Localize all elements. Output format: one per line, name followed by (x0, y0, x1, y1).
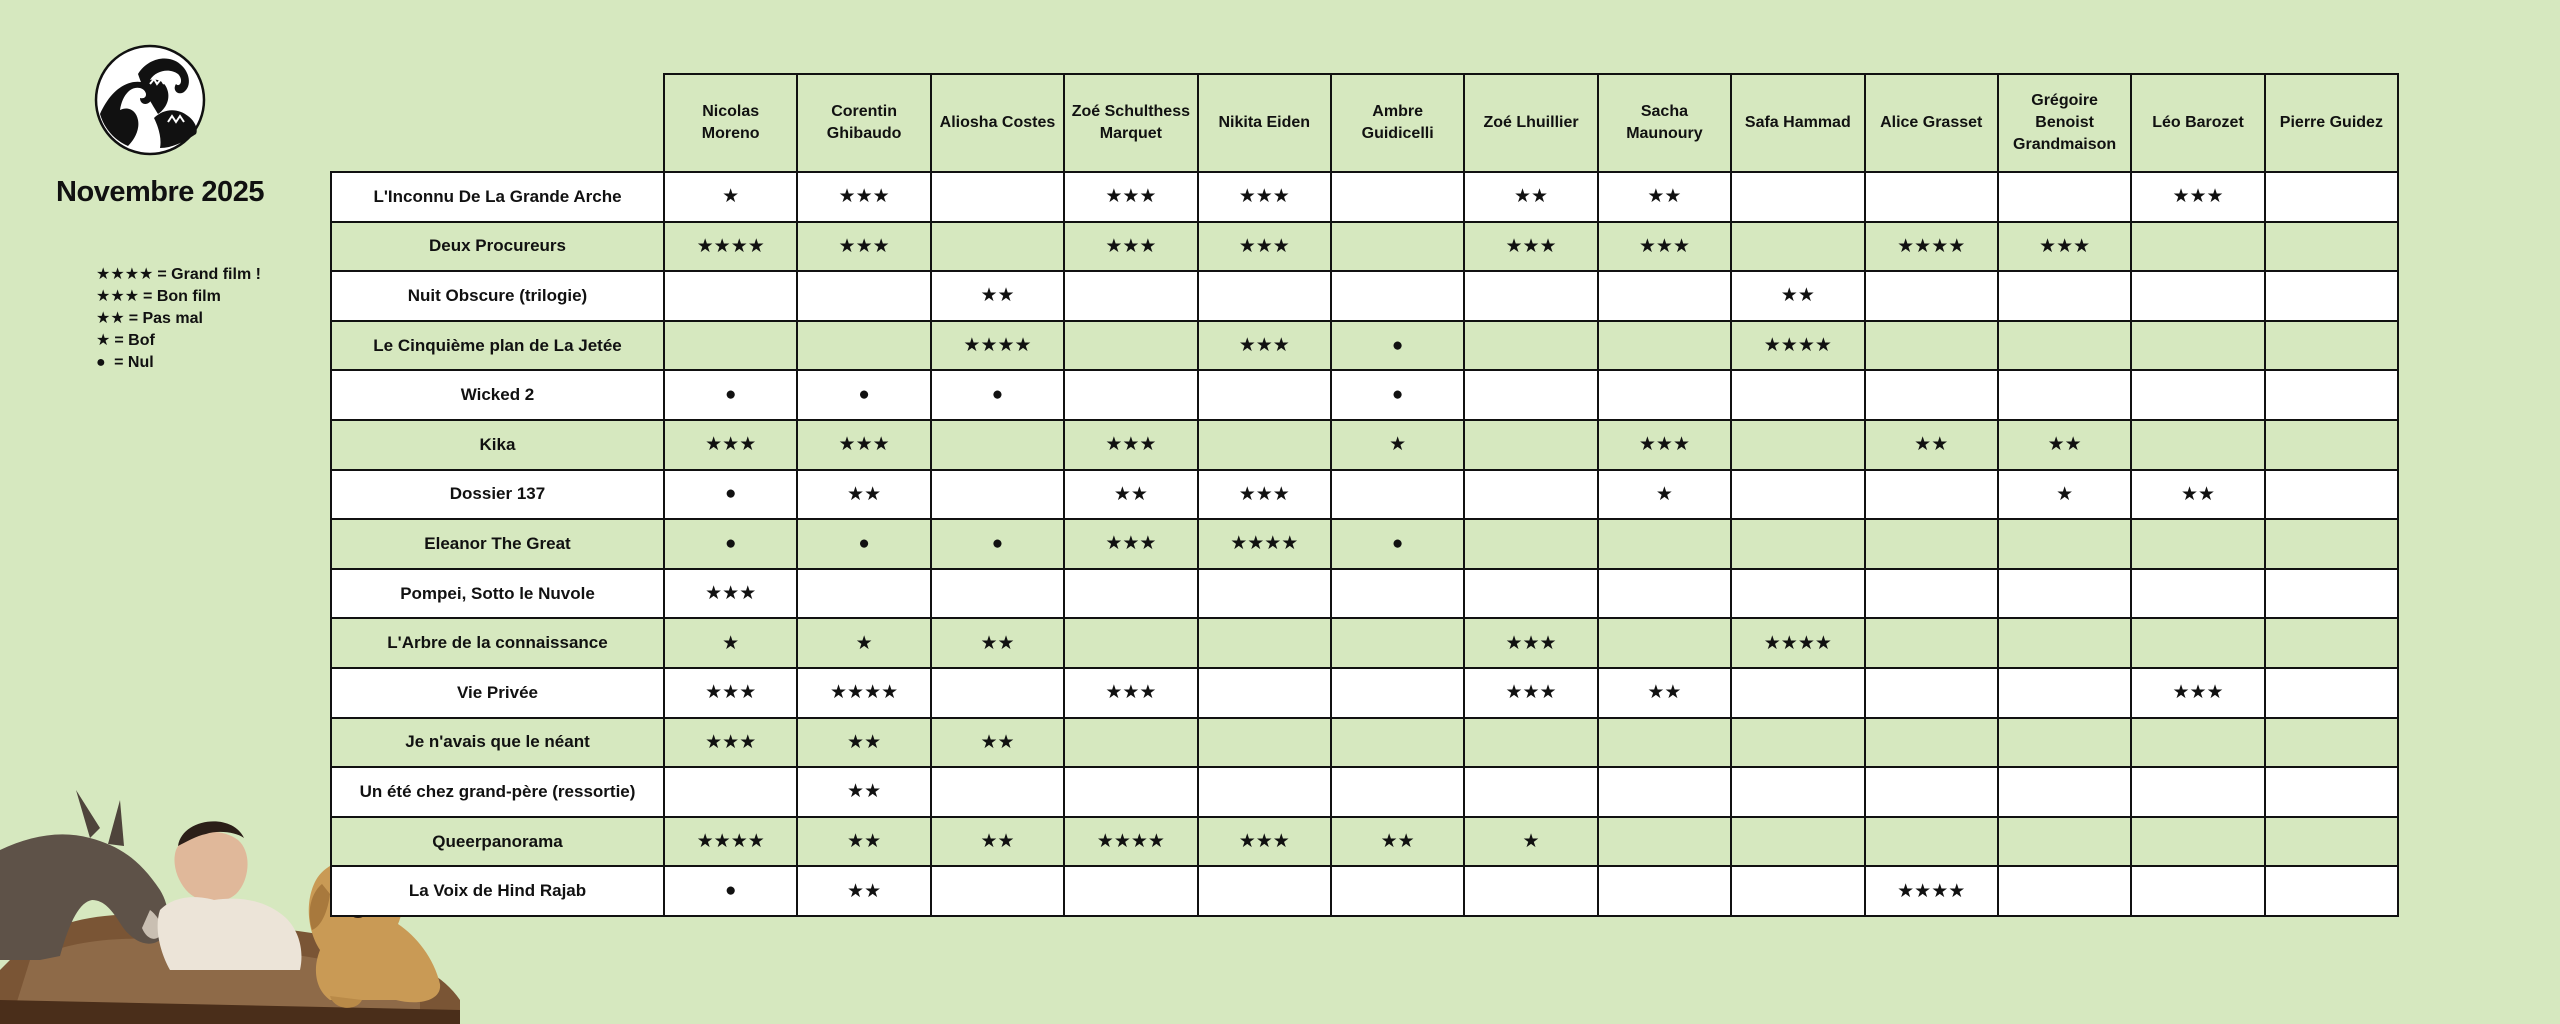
critic-header (2131, 74, 2264, 172)
rating-cell: ★★ (797, 866, 930, 916)
rating-cell: ★★★★ (664, 222, 797, 272)
rating-cell (2265, 668, 2398, 718)
rating-cell: ★★ (1331, 817, 1464, 867)
rating-cell: ★★★★ (1198, 519, 1331, 569)
rating-cell: ★★ (1064, 470, 1197, 520)
table-row (331, 767, 2398, 817)
legend-item (96, 352, 261, 374)
rating-cell (1198, 668, 1331, 718)
legend-item (96, 308, 261, 330)
rating-cell (1998, 519, 2131, 569)
rating-cell (1998, 271, 2131, 321)
rating-cell (1064, 866, 1197, 916)
legend-symbol: ● (96, 354, 106, 371)
rating-cell (1731, 222, 1864, 272)
rating-cell: ● (1331, 321, 1464, 371)
rating-cell: ★★★ (1464, 618, 1597, 668)
legend-symbol: ★★★★ (96, 266, 154, 283)
rating-cell (1331, 271, 1464, 321)
rating-cell: ★★★ (664, 569, 797, 619)
legend-label: = Grand film ! (157, 266, 261, 283)
table-row (331, 420, 2398, 470)
critic-name-line: Nicolas (702, 103, 760, 120)
critic-name-line: Safa Hammad (1744, 114, 1851, 131)
table-row (331, 172, 2398, 222)
rating-cell (2265, 470, 2398, 520)
film-title: Vie Privée (331, 668, 664, 718)
table-row (331, 321, 2398, 371)
rating-cell (1464, 718, 1597, 768)
rating-cell: ★★ (1865, 420, 1998, 470)
rating-cell (2265, 618, 2398, 668)
rating-cell (1331, 718, 1464, 768)
rating-cell: ★★ (931, 718, 1064, 768)
rating-cell (797, 271, 930, 321)
rating-cell (2131, 370, 2264, 420)
critic-name-line: Grégoire (2031, 92, 2098, 109)
rating-cell (1198, 271, 1331, 321)
film-title: Wicked 2 (331, 370, 664, 420)
rating-cell (1464, 370, 1597, 420)
rating-cell (1464, 271, 1597, 321)
rating-cell (1731, 569, 1864, 619)
rating-cell: ● (931, 370, 1064, 420)
rating-cell (1865, 172, 1998, 222)
rating-cell: ★★ (797, 470, 930, 520)
rating-cell: ★★★ (797, 420, 930, 470)
rating-cell: ★★★★ (931, 321, 1064, 371)
critic-name-line: Ambre (1372, 103, 1423, 120)
rating-cell (2131, 569, 2264, 619)
critic-header (1865, 74, 1998, 172)
rating-cell: ★★★ (1998, 222, 2131, 272)
rating-cell: ● (797, 370, 930, 420)
film-title: L'Inconnu De La Grande Arche (331, 172, 664, 222)
rating-cell: ★★★★ (1865, 866, 1998, 916)
critic-header (1064, 74, 1197, 172)
rating-cell (931, 767, 1064, 817)
rating-cell (1331, 767, 1464, 817)
rating-cell (1598, 866, 1731, 916)
rating-cell (1865, 271, 1998, 321)
film-title: Je n'avais que le néant (331, 718, 664, 768)
rating-cell (1865, 718, 1998, 768)
rating-cell: ★★★ (1064, 519, 1197, 569)
table-row (331, 569, 2398, 619)
rating-cell (931, 569, 1064, 619)
rating-cell (1998, 866, 2131, 916)
rating-cell: ★★★ (1198, 470, 1331, 520)
table-row (331, 618, 2398, 668)
rating-cell (664, 321, 797, 371)
rating-cell (1464, 767, 1597, 817)
film-title: L'Arbre de la connaissance (331, 618, 664, 668)
critic-name-line: Zoé Schulthess (1071, 103, 1190, 120)
rating-cell: ● (1331, 370, 1464, 420)
rating-cell (1198, 618, 1331, 668)
rating-cell (1598, 618, 1731, 668)
rating-cell (1198, 370, 1331, 420)
rating-cell (2131, 718, 2264, 768)
rating-cell: ★★★ (1064, 222, 1197, 272)
rating-cell (1331, 569, 1464, 619)
rating-cell: ★ (1464, 817, 1597, 867)
legend-symbol: ★★★ (96, 288, 140, 305)
rating-cell (664, 271, 797, 321)
rating-cell (1998, 668, 2131, 718)
rating-cell (1331, 866, 1464, 916)
legend-label: = Bon film (143, 288, 221, 305)
critic-name-line: Benoist (2035, 114, 2094, 131)
rating-cell (1198, 420, 1331, 470)
rating-cell (2131, 222, 2264, 272)
rating-cell: ● (664, 519, 797, 569)
rating-cell (2131, 271, 2264, 321)
rating-cell: ★ (1998, 470, 2131, 520)
table-row (331, 519, 2398, 569)
rating-cell: ★★ (931, 817, 1064, 867)
rating-cell: ★★★ (1198, 222, 1331, 272)
film-title: Nuit Obscure (trilogie) (331, 271, 664, 321)
rating-cell (2265, 420, 2398, 470)
rating-cell (1331, 470, 1464, 520)
critic-header (931, 74, 1064, 172)
critic-name-line: Nikita Eiden (1218, 114, 1311, 131)
critic-name-line: Aliosha Costes (939, 114, 1056, 131)
rating-cell (1198, 866, 1331, 916)
rating-cell: ★★★ (1464, 222, 1597, 272)
rating-cell: ★★★★ (664, 817, 797, 867)
rating-cell (2265, 271, 2398, 321)
critic-name-line: Guidicelli (1361, 125, 1434, 142)
legend-label: = Pas mal (128, 310, 203, 327)
rating-cell (1865, 569, 1998, 619)
rating-cell (1598, 271, 1731, 321)
legend-item (96, 330, 261, 352)
rating-cell: ★★★★ (1731, 618, 1864, 668)
rating-cell (931, 222, 1064, 272)
film-title: Queerpanorama (331, 817, 664, 867)
rating-cell: ● (664, 470, 797, 520)
rating-cell: ★★★ (1064, 668, 1197, 718)
rating-cell (2265, 321, 2398, 371)
rating-cell (2131, 866, 2264, 916)
page-title: Novembre 2025 (56, 176, 264, 208)
critic-header (1998, 74, 2131, 172)
critic-name-line: Ghibaudo (826, 125, 902, 142)
film-title: Pompei, Sotto le Nuvole (331, 569, 664, 619)
rating-cell: ★★★ (797, 222, 930, 272)
rating-cell (1998, 172, 2131, 222)
critic-name-line: Pierre Guidez (2279, 114, 2383, 131)
rating-cell: ★★ (2131, 470, 2264, 520)
critic-name-line: Sacha (1640, 103, 1688, 120)
rating-cell (1998, 817, 2131, 867)
rating-cell: ★★★ (2131, 668, 2264, 718)
rating-cell (1064, 767, 1197, 817)
rating-cell (1198, 569, 1331, 619)
rating-cell (1464, 321, 1597, 371)
rating-cell (1865, 817, 1998, 867)
film-title: Dossier 137 (331, 470, 664, 520)
rating-cell (1998, 618, 2131, 668)
rating-cell (1464, 519, 1597, 569)
rating-cell (1331, 172, 1464, 222)
rating-cell (931, 668, 1064, 718)
rating-cell (1598, 569, 1731, 619)
legend-item (96, 286, 261, 308)
rating-cell (1464, 470, 1597, 520)
rating-cell (1998, 321, 2131, 371)
film-title: Eleanor The Great (331, 519, 664, 569)
table-row (331, 866, 2398, 916)
rating-cell (931, 470, 1064, 520)
rating-cell: ★★★ (664, 420, 797, 470)
rating-cell (2265, 569, 2398, 619)
rating-cell (1198, 767, 1331, 817)
rating-cell (664, 767, 797, 817)
legend-symbol: ★ (96, 332, 111, 349)
rating-cell: ★★ (797, 767, 930, 817)
legend-symbol: ★★ (96, 310, 125, 327)
rating-cell: ★★★ (1198, 172, 1331, 222)
rating-cell (1064, 618, 1197, 668)
rating-cell (1331, 668, 1464, 718)
table-row (331, 817, 2398, 867)
rating-cell: ★★ (1598, 172, 1731, 222)
rating-cell (1064, 569, 1197, 619)
rating-cell (1464, 866, 1597, 916)
critic-header-row (331, 74, 2398, 172)
critic-name-line: Alice Grasset (1880, 114, 1983, 131)
rating-cell: ★ (664, 172, 797, 222)
rating-cell (2131, 767, 2264, 817)
rating-cell (1731, 767, 1864, 817)
rating-cell (1731, 718, 1864, 768)
rating-legend (96, 264, 261, 374)
rating-cell: ★★ (931, 618, 1064, 668)
rating-cell: ● (797, 519, 930, 569)
critic-header (1198, 74, 1331, 172)
rating-cell (1865, 618, 1998, 668)
rating-cell: ★ (1598, 470, 1731, 520)
legend-label: = Nul (109, 354, 154, 371)
rating-cell (2265, 370, 2398, 420)
rating-cell (1865, 370, 1998, 420)
rating-cell: ● (664, 370, 797, 420)
rating-cell (2265, 519, 2398, 569)
table-row (331, 668, 2398, 718)
rating-cell (1731, 172, 1864, 222)
film-title: Kika (331, 420, 664, 470)
rating-cell (1064, 718, 1197, 768)
rating-cell: ★★ (797, 718, 930, 768)
critic-header (797, 74, 930, 172)
rating-cell: ★★★ (1064, 420, 1197, 470)
rating-cell (1865, 470, 1998, 520)
rating-cell (1865, 321, 1998, 371)
rating-cell (1598, 321, 1731, 371)
rating-cell (2265, 817, 2398, 867)
rating-cell (1598, 370, 1731, 420)
rating-cell (797, 569, 930, 619)
rating-cell: ★★★ (1464, 668, 1597, 718)
rating-cell (1731, 668, 1864, 718)
rating-cell (1731, 470, 1864, 520)
wave-logo-icon (94, 44, 206, 156)
rating-cell: ● (931, 519, 1064, 569)
rating-cell (1998, 767, 2131, 817)
rating-cell (2265, 866, 2398, 916)
rating-cell: ★★★ (1198, 817, 1331, 867)
critic-name-line: Zoé Lhuillier (1483, 114, 1579, 131)
rating-cell: ★★★ (1198, 321, 1331, 371)
rating-cell: ★★★★ (1731, 321, 1864, 371)
rating-cell (1198, 718, 1331, 768)
rating-cell (1731, 420, 1864, 470)
film-title: La Voix de Hind Rajab (331, 866, 664, 916)
table-row (331, 718, 2398, 768)
rating-cell (1331, 618, 1464, 668)
rating-cell: ★★★★ (1865, 222, 1998, 272)
rating-cell (1464, 569, 1597, 619)
rating-cell (1598, 817, 1731, 867)
table-row (331, 222, 2398, 272)
film-title: Un été chez grand-père (ressortie) (331, 767, 664, 817)
rating-cell (1064, 321, 1197, 371)
critic-header (1731, 74, 1864, 172)
critic-header (1331, 74, 1464, 172)
rating-cell (1731, 519, 1864, 569)
rating-cell: ★★ (1464, 172, 1597, 222)
rating-cell (1598, 519, 1731, 569)
table-row (331, 470, 2398, 520)
rating-cell: ★★ (1731, 271, 1864, 321)
rating-cell (1998, 370, 2131, 420)
critic-name-line: Grandmaison (2013, 136, 2117, 153)
rating-cell: ★ (797, 618, 930, 668)
film-title: Deux Procureurs (331, 222, 664, 272)
critic-name-line: Moreno (701, 125, 760, 142)
rating-cell: ★★ (797, 817, 930, 867)
critic-name-line: Maunoury (1626, 125, 1703, 142)
rating-cell (2131, 618, 2264, 668)
rating-cell: ★★★ (1598, 420, 1731, 470)
rating-cell (1998, 569, 2131, 619)
rating-cell: ★★ (1998, 420, 2131, 470)
rating-cell (1731, 817, 1864, 867)
critic-header (2265, 74, 2398, 172)
rating-cell (797, 321, 930, 371)
rating-cell (1464, 420, 1597, 470)
rating-cell: ★★★ (664, 668, 797, 718)
rating-cell: ★★★ (1064, 172, 1197, 222)
rating-cell (1598, 767, 1731, 817)
film-title: Le Cinquième plan de La Jetée (331, 321, 664, 371)
rating-cell (2131, 817, 2264, 867)
critic-header (1464, 74, 1597, 172)
rating-cell (1865, 767, 1998, 817)
rating-cell (2265, 767, 2398, 817)
rating-cell: ● (664, 866, 797, 916)
rating-cell (1865, 668, 1998, 718)
rating-cell: ★★ (931, 271, 1064, 321)
film-rows (331, 172, 2398, 916)
rating-cell: ● (1331, 519, 1464, 569)
rating-cell: ★★ (1598, 668, 1731, 718)
table-row (331, 370, 2398, 420)
rating-cell: ★★★★ (1064, 817, 1197, 867)
legend-item (96, 264, 261, 286)
rating-cell: ★★★ (664, 718, 797, 768)
rating-cell (2131, 420, 2264, 470)
rating-cell: ★★★ (2131, 172, 2264, 222)
critic-name-line: Léo Barozet (2152, 114, 2244, 131)
rating-cell (2265, 718, 2398, 768)
rating-cell (1731, 370, 1864, 420)
rating-cell (1598, 718, 1731, 768)
rating-cell (2131, 321, 2264, 371)
rating-cell (931, 866, 1064, 916)
ratings-table (330, 73, 2399, 917)
rating-cell (1998, 718, 2131, 768)
rating-cell (1331, 222, 1464, 272)
rating-cell: ★ (664, 618, 797, 668)
table-row (331, 271, 2398, 321)
rating-cell (1731, 866, 1864, 916)
critic-name-line: Corentin (831, 103, 897, 120)
critic-header (1598, 74, 1731, 172)
rating-cell (1064, 271, 1197, 321)
rating-cell: ★ (1331, 420, 1464, 470)
rating-cell: ★★★ (797, 172, 930, 222)
rating-cell (2265, 222, 2398, 272)
rating-cell: ★★★ (1598, 222, 1731, 272)
critic-name-line: Marquet (1099, 125, 1162, 142)
rating-cell: ★★★★ (797, 668, 930, 718)
rating-cell (931, 420, 1064, 470)
header-corner (331, 74, 664, 172)
rating-cell (931, 172, 1064, 222)
rating-cell (2131, 519, 2264, 569)
rating-cell (2265, 172, 2398, 222)
critic-header (664, 74, 797, 172)
rating-cell (1865, 519, 1998, 569)
rating-cell (1064, 370, 1197, 420)
legend-label: = Bof (114, 332, 155, 349)
